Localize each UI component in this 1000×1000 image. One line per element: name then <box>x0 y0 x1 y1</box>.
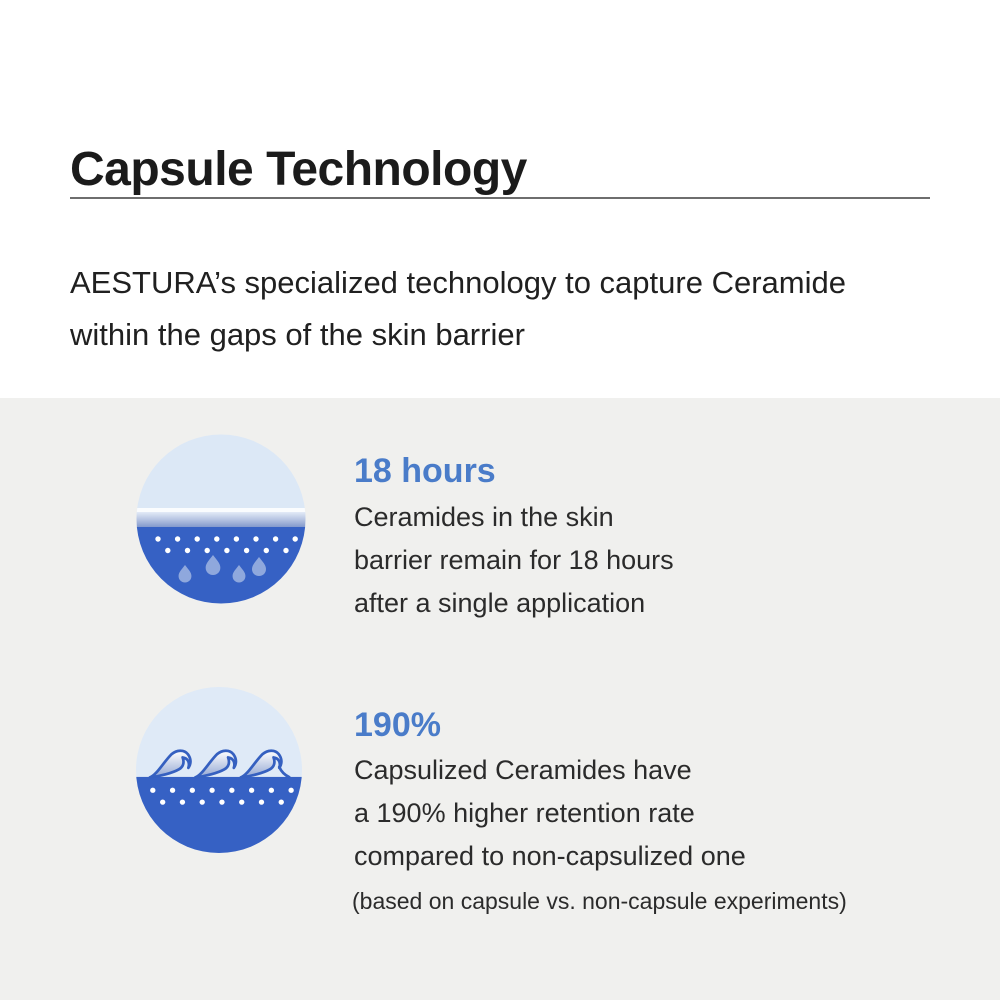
feature-description-line: after a single application <box>354 588 646 618</box>
subtitle <box>70 257 846 361</box>
feature-description-line: a 190% higher retention rate <box>354 798 695 828</box>
title-divider <box>70 197 930 199</box>
feature-description <box>354 496 674 625</box>
subtitle-line: AESTURA’s specialized technology to capture Ceramide <box>70 265 846 300</box>
subtitle-line: within the gaps of the skin barrier <box>70 317 525 352</box>
feature-description-line: barrier remain for 18 hours <box>354 545 674 575</box>
skin-barrier-droplets-icon <box>136 434 306 604</box>
experiment-note: (based on capsule vs. non-capsule experiments) <box>352 888 847 914</box>
page-title: Capsule Technology <box>70 143 527 197</box>
stat-18-hours: 18 hours <box>354 452 496 490</box>
stat-190-percent: 190% <box>354 706 441 744</box>
feature-description-line: Ceramides in the skin <box>354 502 614 532</box>
feature-description <box>354 749 746 878</box>
waves-retention-icon <box>135 686 303 854</box>
feature-description-line: Capsulized Ceramides have <box>354 755 692 785</box>
feature-description-line: compared to non-capsulized one <box>354 841 746 871</box>
